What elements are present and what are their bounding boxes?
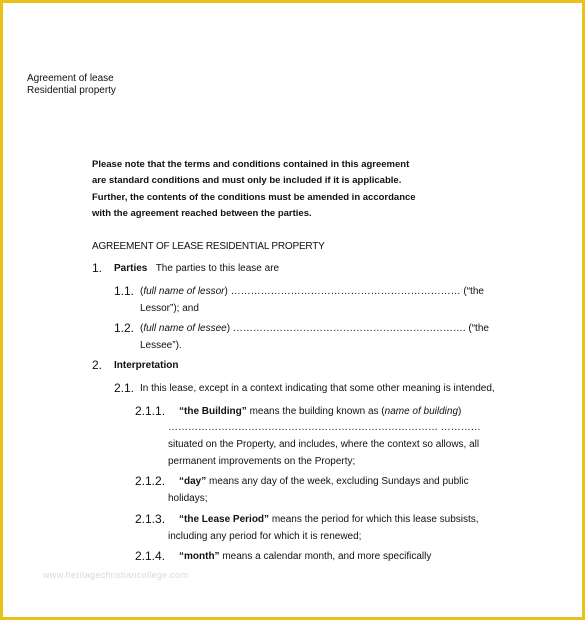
term-lease-period: “the Lease Period” [179, 514, 270, 525]
item-2-1-number: 2.1. [114, 381, 135, 395]
term-building: “the Building” [179, 406, 247, 417]
lessor-name-placeholder: full name of lessor [143, 286, 225, 297]
item-1-heading: Parties [114, 263, 148, 274]
item-2-1-3-line: “the Lease Period” means the period for which this lease subsists, [179, 514, 479, 525]
header-title [27, 73, 116, 97]
item-1-2-line: (full name of lessee) ……………………………………………………………. (“the [140, 323, 489, 334]
watermark: www.heritagechristiancollege.com [43, 570, 189, 580]
item-2-1-1-line: “the Building” means the building known as (name of building) [179, 406, 462, 417]
item-1-1-continuation: Lessor”); and [140, 303, 199, 314]
item-1-number: 1. [92, 261, 103, 275]
item-2-1-1-line-3: permanent improvements on the Property; [168, 456, 356, 467]
term-month: “month” [179, 551, 220, 562]
item-2-1-1-dots: ……………………………………………………………………… ………… [168, 422, 481, 433]
item-2-1-1-number: 2.1.1. [135, 404, 166, 418]
item-1-line [114, 263, 279, 274]
item-2-heading: Interpretation [114, 360, 179, 371]
item-2-1-3-number: 2.1.3. [135, 512, 166, 526]
item-2-1-text: In this lease, except in a context indicating that some other meaning is intended, [140, 383, 495, 394]
item-2-1-4-number: 2.1.4. [135, 549, 166, 563]
item-2-number: 2. [92, 358, 103, 372]
item-2-1-1-line-2: situated on the Property, and includes, where the context so allows, all [168, 439, 480, 450]
item-2-1-2-line-2: holidays; [168, 493, 208, 504]
building-name-placeholder: name of building [384, 406, 459, 417]
section-title: AGREEMENT OF LEASE RESIDENTIAL PROPERTY [92, 241, 325, 252]
lessee-name-placeholder: full name of lessee [143, 323, 227, 334]
item-2-1-2-number: 2.1.2. [135, 474, 166, 488]
item-1-1-line: (full name of lessor) …………………………………………………………… (“the [140, 286, 484, 297]
item-2-1-3-line-2: including any period for which it is renewed; [168, 531, 362, 542]
item-2-1-4-line: “month” means a calendar month, and more specifically [179, 551, 432, 562]
document-page [3, 3, 582, 617]
term-day: “day” [179, 476, 207, 487]
item-2-1-2-line: “day” means any day of the week, excluding Sundays and public [179, 476, 469, 487]
header-line-2: Residential property [27, 85, 116, 96]
item-1-text: The parties to this lease are [155, 263, 280, 274]
item-1-2-number: 1.2. [114, 321, 135, 335]
notice-paragraph: Please note that the terms and conditions contained in this agreement are standard conditions and must only be included if it is applicable. Further, the contents of the conditions must be amended in accordance with the agreement reached between the parties. [92, 159, 416, 219]
header-line-1: Agreement of lease [27, 73, 114, 84]
item-1-1-number: 1.1. [114, 284, 135, 298]
item-1-2-continuation: Lessee”). [140, 340, 182, 351]
